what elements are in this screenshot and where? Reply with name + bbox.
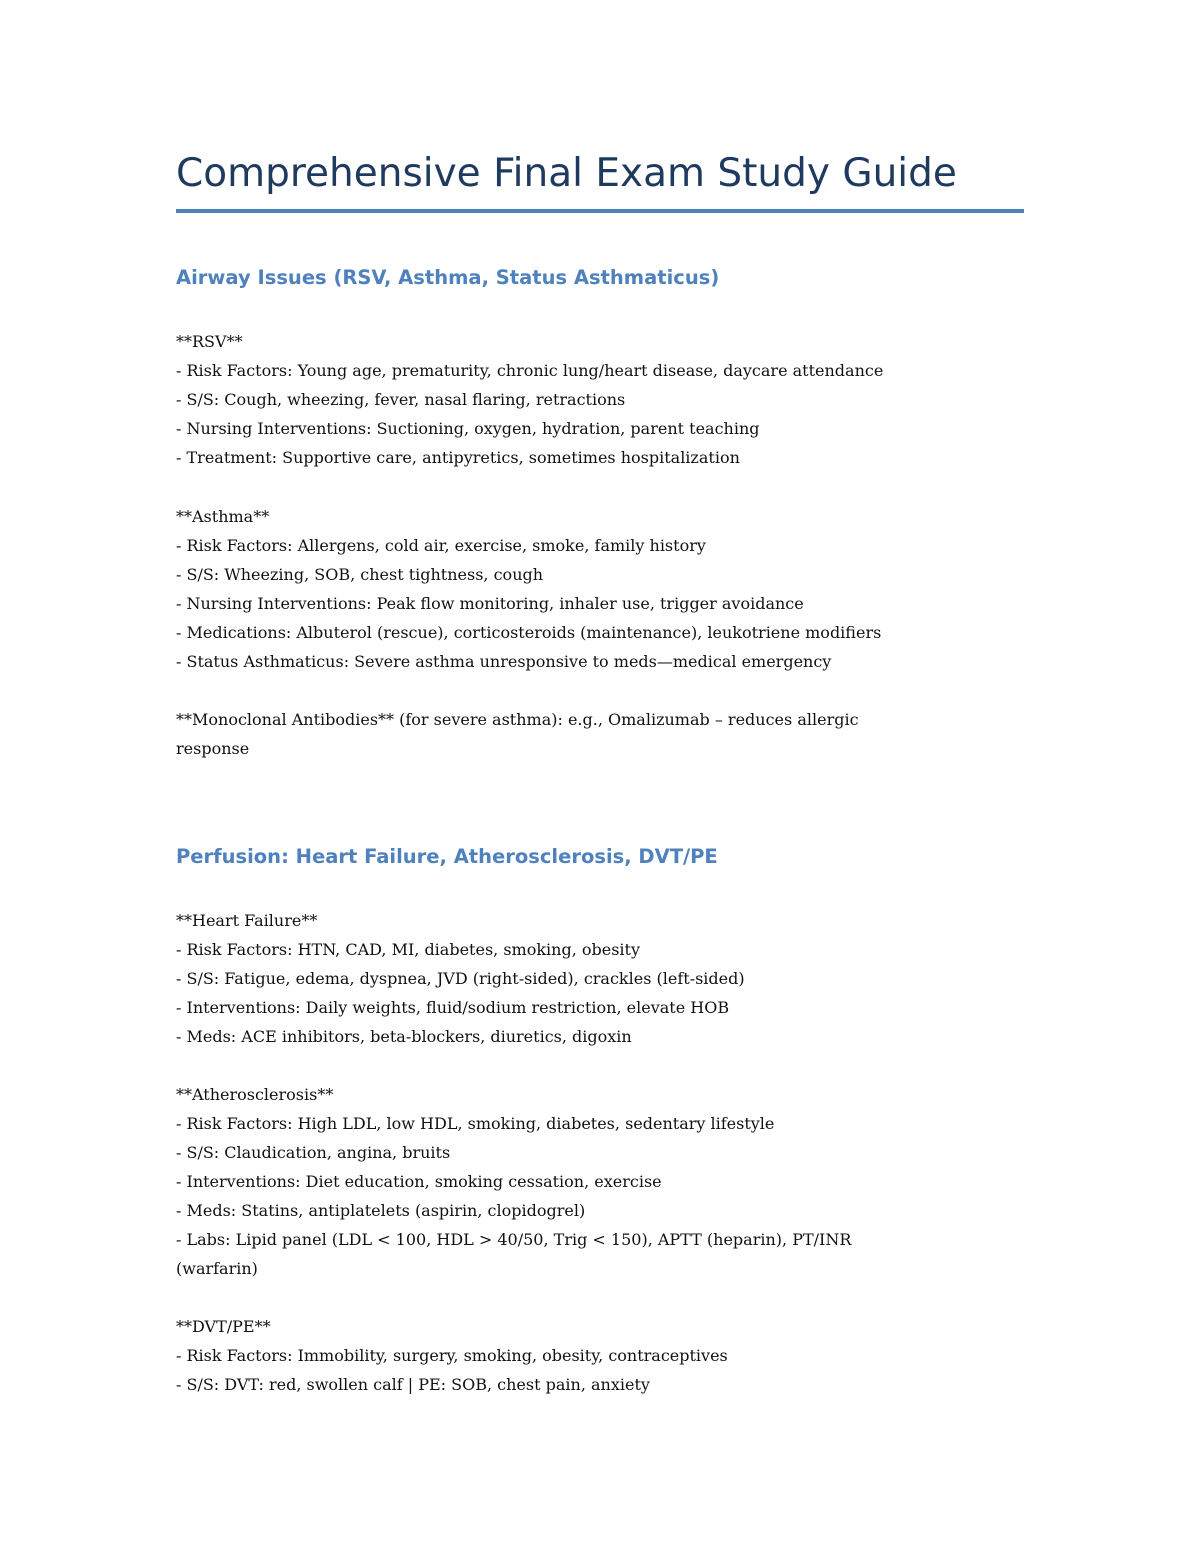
block-label-dvt-pe: **DVT/PE** — [176, 1317, 271, 1336]
list-item: - Nursing Interventions: Suctioning, oxygen, hydration, parent teaching — [176, 419, 760, 438]
block-rsv — [176, 327, 1024, 472]
paragraph-line: **Monoclonal Antibodies** (for severe asthma): e.g., Omalizumab – reduces allergic — [176, 710, 859, 729]
list-item: - Meds: ACE inhibitors, beta-blockers, diuretics, digoxin — [176, 1027, 632, 1046]
list-item: - S/S: DVT: red, swollen calf | PE: SOB, chest pain, anxiety — [176, 1375, 650, 1394]
list-item: - Meds: Statins, antiplatelets (aspirin, clopidogrel) — [176, 1201, 586, 1220]
list-item-continuation: (warfarin) — [176, 1259, 258, 1278]
list-item: - S/S: Fatigue, edema, dyspnea, JVD (right-sided), crackles (left-sided) — [176, 969, 745, 988]
list-item: - Labs: Lipid panel (LDL < 100, HDL > 40/50, Trig < 150), APTT (heparin), PT/INR — [176, 1230, 852, 1249]
list-item: - Interventions: Daily weights, fluid/sodium restriction, elevate HOB — [176, 998, 730, 1017]
list-item: - Risk Factors: Allergens, cold air, exercise, smoke, family history — [176, 536, 706, 555]
list-item: - Interventions: Diet education, smoking cessation, exercise — [176, 1172, 662, 1191]
section-heading-perfusion: Perfusion: Heart Failure, Atherosclerosis, DVT/PE — [176, 845, 718, 868]
list-item: - S/S: Cough, wheezing, fever, nasal flaring, retractions — [176, 390, 626, 409]
block-label-atherosclerosis: **Atherosclerosis** — [176, 1085, 334, 1104]
list-item: - S/S: Wheezing, SOB, chest tightness, cough — [176, 565, 544, 584]
title-underline — [176, 209, 1024, 213]
block-label-asthma: **Asthma** — [176, 507, 270, 526]
list-item: - Risk Factors: Immobility, surgery, smoking, obesity, contraceptives — [176, 1346, 728, 1365]
block-monoclonal-antibodies — [176, 705, 1024, 763]
block-heart-failure — [176, 906, 1024, 1051]
list-item: - S/S: Claudication, angina, bruits — [176, 1143, 451, 1162]
block-label-heart-failure: **Heart Failure** — [176, 911, 318, 930]
block-asthma — [176, 502, 1024, 676]
list-item: - Medications: Albuterol (rescue), corticosteroids (maintenance), leukotriene modifiers — [176, 623, 882, 642]
document-title: Comprehensive Final Exam Study Guide — [176, 151, 957, 196]
list-item: - Treatment: Supportive care, antipyretics, sometimes hospitalization — [176, 448, 740, 467]
list-item: - Risk Factors: High LDL, low HDL, smoking, diabetes, sedentary lifestyle — [176, 1114, 775, 1133]
list-item: - Nursing Interventions: Peak flow monitoring, inhaler use, trigger avoidance — [176, 594, 804, 613]
block-atherosclerosis — [176, 1080, 1024, 1283]
list-item: - Risk Factors: Young age, prematurity, chronic lung/heart disease, daycare attendance — [176, 361, 884, 380]
list-item: - Risk Factors: HTN, CAD, MI, diabetes, smoking, obesity — [176, 940, 641, 959]
block-label-rsv: **RSV** — [176, 332, 243, 351]
block-dvt-pe — [176, 1312, 1024, 1399]
section-heading-airway: Airway Issues (RSV, Asthma, Status Asthmaticus) — [176, 266, 720, 289]
list-item: - Status Asthmaticus: Severe asthma unresponsive to meds—medical emergency — [176, 652, 832, 671]
paragraph-line: response — [176, 739, 250, 758]
